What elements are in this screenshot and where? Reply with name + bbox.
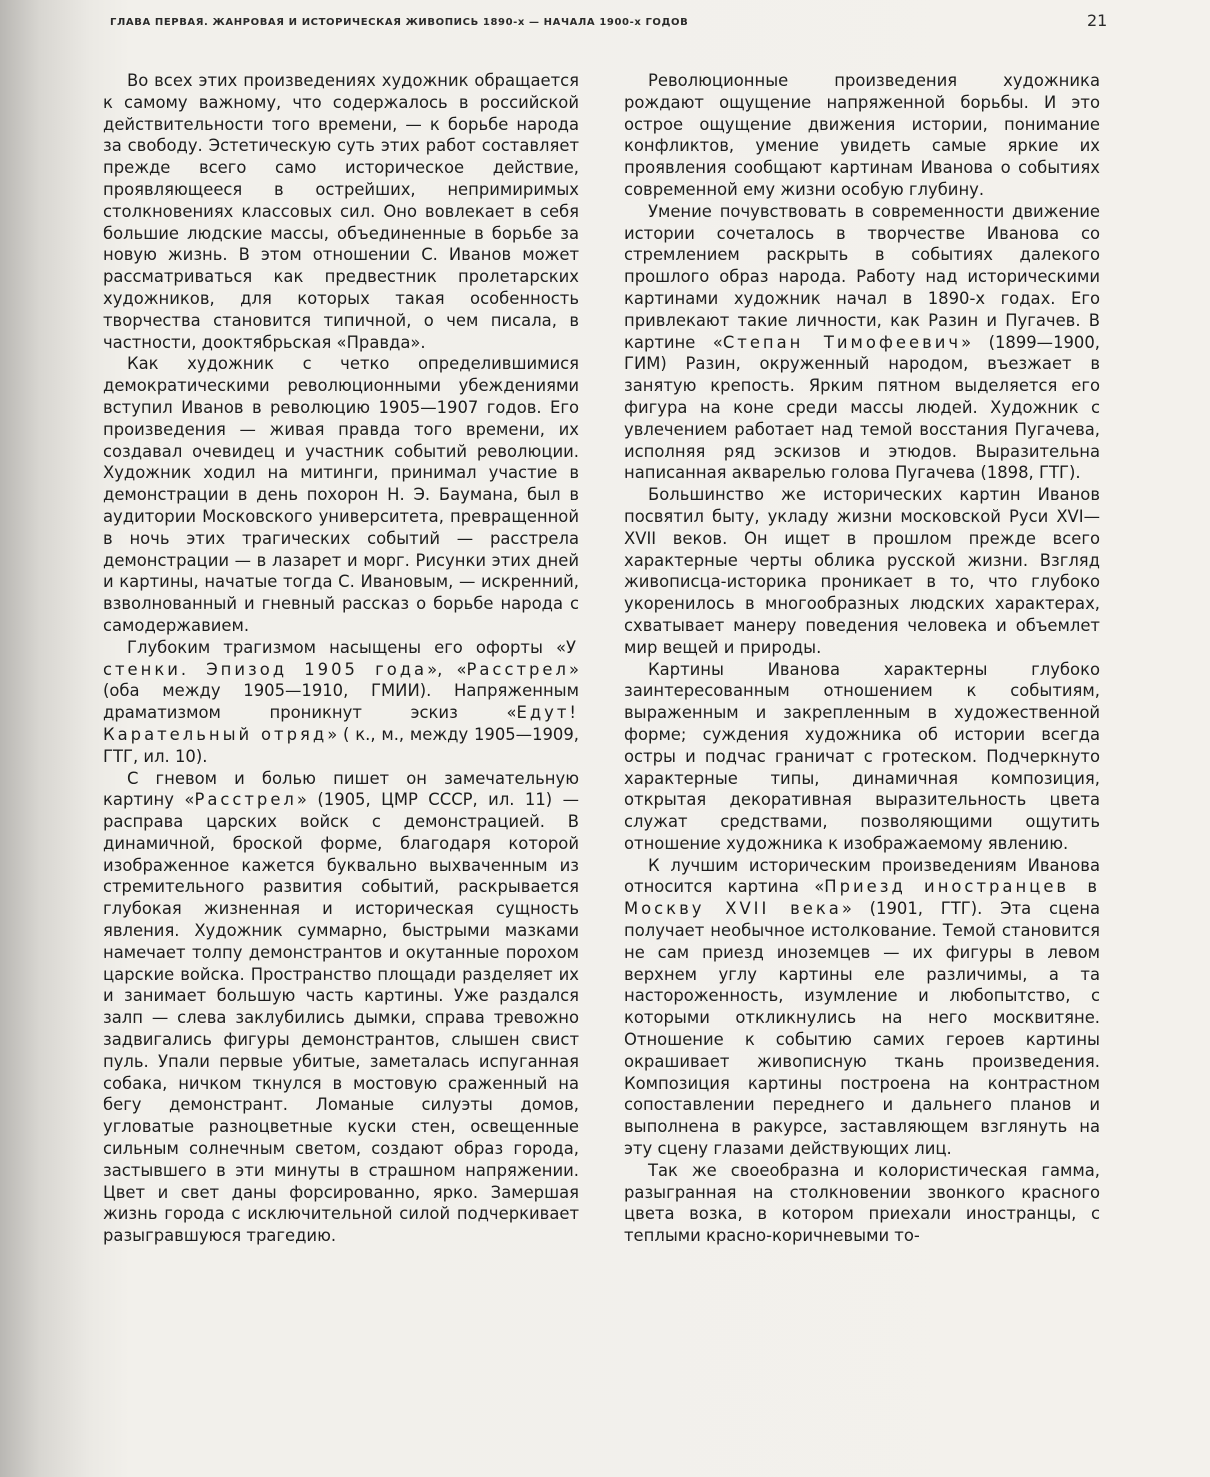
paragraph-text: Глубоким трагизмом насыщены его офорты « — [127, 637, 566, 657]
artwork-title: У стенки. Эпизод 1905 года — [103, 637, 579, 679]
paragraph-text: » ( к., м., между 1905—1909, ГТГ, ил. 10). — [103, 724, 579, 766]
paragraph: Во всех этих произведениях художник обращается к самому важному, что содержалось в российской действительности того времени, — к борьбе народа за свободу. Эстетическую суть этих работ составляет прежде всего само историческое действие, проявляющееся в острейших, непримиримых столкновениях классовых сил. Оно вовлекает в себя большие людские массы, объединенные в борьбе за новую жизнь. В этом отношении С. Иванов может рассматриваться как предвестник пролетарских художников, для которых такая особенность творчества становится типичной, о чем писала, в частности, дооктябрьская «Правда». — [103, 71, 579, 352]
paragraph-text: К лучшим историческим произведениям Иванова относится картина « — [624, 855, 1100, 897]
paragraph — [103, 353, 579, 636]
paragraph — [624, 201, 1100, 484]
right-column — [624, 70, 1100, 1247]
paragraph: Революционные произведения художника рождают ощущение напряженной борьбы. И это острое ощущение движения истории, понимание конфликтов, умение увидеть самые яркие их проявления сообщают картинам Иванова о событиях современной ему жизни особую глубину. — [624, 71, 1100, 199]
artwork-title: Расстрел — [194, 790, 297, 810]
paragraph-text: С гневом и болью пишет он замечательную картину « — [103, 768, 579, 810]
paragraph — [103, 637, 579, 768]
artwork-title: Приезд иностранцев в Москву XVII века — [624, 877, 1100, 919]
page-number: 21 — [1087, 11, 1108, 30]
paragraph — [624, 855, 1100, 1160]
paragraph-text: », « — [427, 659, 467, 679]
paragraph: Картины Иванова характерны глубоко заинтересованным отношением к событиям, выраженным и закрепленным в художественной форме; суждения художника об истории всегда остры и подчас граничат с гротеском. Подчеркнуто характерные типы, динамичная композиция, открытая декоративная выразительность цвета служат средствами, позволяющими ощутить отношение художника к изображаемому явлению. — [624, 659, 1100, 853]
artwork-title: Степан Тимофеевич — [722, 332, 962, 352]
artwork-title: Расстрел — [466, 659, 569, 679]
paragraph-text: » (1901, ГТГ). Эта сцена получает необычное истолкование. Темой становится не сам приезд иноземцев — их фигуры в левом верхнем углу картины еле различимы, а та настороженность, изумление и любопытство, с которыми откликнулись на него москвитяне. Отношение к событию самих героев картины окрашивает живописную ткань произведения. Композиция картины построена на контрастном сопоставлении переднего и дальнего планов и выполнена в ракурсе, заставляющем взглянуть на эту сцену глазами действующих лиц. — [624, 899, 1100, 1159]
left-column — [103, 70, 579, 1247]
paragraph: Так же своеобразна и колористическая гамма, разыгранная на столкновении звонкого красного цвета возка, в котором приехали иностранцы, с теплыми красно-коричневыми то- — [624, 1160, 1100, 1246]
paragraph — [103, 768, 579, 1248]
paragraph-text: » (оба между 1905—1910, ГМИИ). Напряженным драматизмом проникнут эскиз « — [103, 659, 579, 723]
paragraph-text: » (1905, ЦМР СССР, ил. 11) — расправа царских войск с демонстрацией. В динамичной, броской форме, благодаря которой изображенное кажется буквально выхваченным из стремительного развития событий, раскрывается глубокая жизненная и историческая сущность явления. Художник суммарно, быстрыми мазками намечает толпу демонстрантов и окутанные порохом царские войска. Пространство площади разделяет их и занимает большую часть картины. Уже раздался залп — слева заклубились дымки, справа тревожно задвигались фигуры демонстрантов, слышен свист пуль. Упали первые убитые, заметалась испуганная собака, ничком ткнулся в мостовую сраженный на бегу демонстрант. Ломаные силуэты домов, угловатые разноцветные куски стен, освещенные сильным солнечным светом, создают образ города, застывшего в эти минуты в страшном напряжении. Цвет и свет даны форсированно, ярко. Замершая жизнь города с исключительной силой подчеркивает разыгравшуюся трагедию. — [103, 790, 580, 1246]
paragraph-text: » (1899—1900, ГИМ) Разин, окруженный народом, въезжает в занятую крепость. Ярким пятном выделяется его фигура на коне среди массы людей. Художник с увлечением работает над темой восстания Пугачева, исполняя ряд эскизов и этюдов. Выразительна написанная акварелью голова Пугачева (1898, ГТГ). — [624, 332, 1100, 483]
running-head: ГЛАВА ПЕРВАЯ. ЖАНРОВАЯ И ИСТОРИЧЕСКАЯ ЖИВОПИСЬ 1890-х — НАЧАЛА 1900-х ГОДОВ — [110, 17, 689, 28]
artwork-title: Едут! Карательный отряд — [103, 703, 579, 744]
paragraph: Большинство же исторических картин Иванов посвятил быту, укладу жизни московской Руси XVI—XVII веков. Он ищет в прошлом прежде всего характерные черты облика русской жизни. Взгляд живописца-историка проникает в то, что глубоко укоренилось в многообразных людских характерах, схватывает манеру поведения человека и объемлет мир вещей и природы. — [624, 485, 1100, 657]
paragraph-text: Умение почувствовать в современности движение истории сочеталось в творчестве Иванова со стремлением раскрыть в событиях далекого прошлого образ народа. Работу над историческими картинами художник начал в 1890-х годах. Его привлекают такие личности, как Разин и Пугачев. В картине « — [624, 201, 1100, 352]
paragraph-text: Как художник с четко определившимися демократическими революционными убеждениями вступил Иванов в революцию 1905—1907 годов. Его произведения — живая правда того времени, их создавал очевидец и участник событий революции. Художник ходил на митинги, принимал участие в демонстрации в день похорон Н. Э. Баумана, был в аудитории Московского университета, превращенной в ночь этих трагических событий — расстрела демонстрации — в лазарет и морг. Рисунки этих дней и картины, начатые тогда С. Ивановым, — искренний, взволнованный и гневный рассказ о борьбе народа с самодержавием. — [103, 354, 579, 635]
